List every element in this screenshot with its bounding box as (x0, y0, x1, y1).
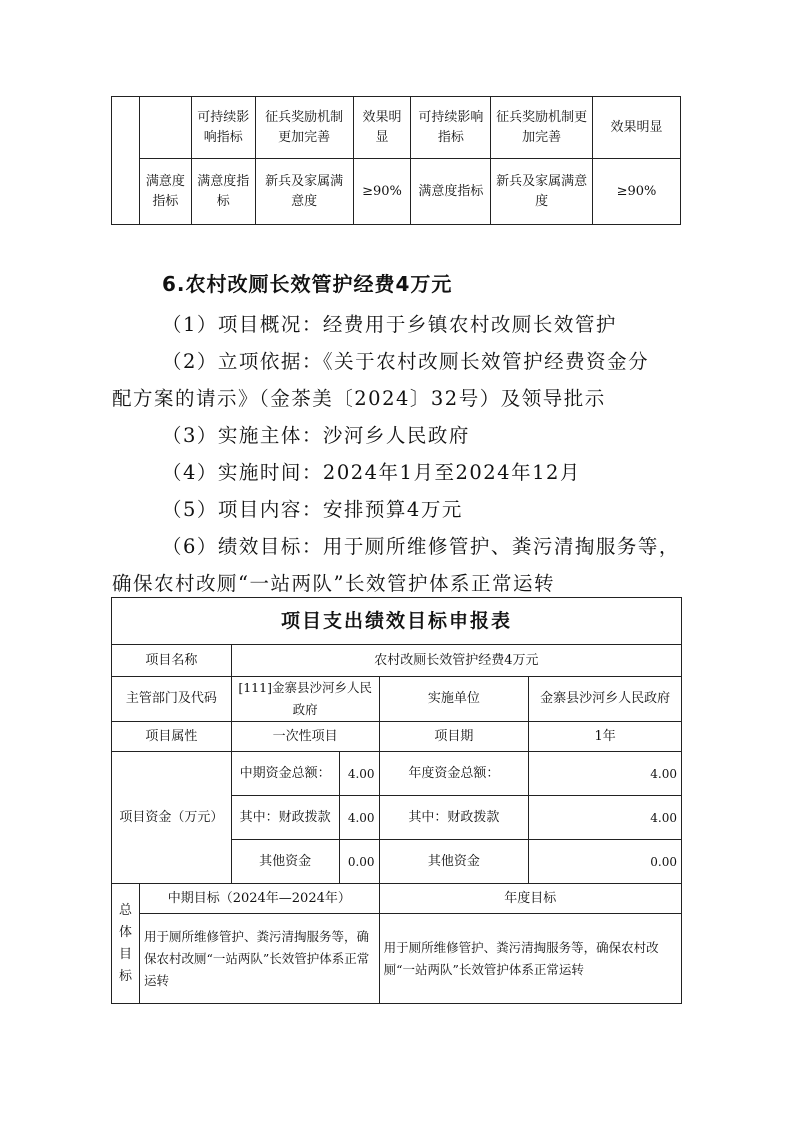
mid-other-label: 其他资金 (231, 840, 339, 884)
indicator-value: ≥90% (353, 159, 411, 225)
form-title: 项目支出绩效目标申报表 (112, 598, 682, 645)
mid-fiscal-value: 4.00 (339, 796, 379, 840)
basis-paragraph: （2）立项依据：《关于农村改厕长效管护经费资金分 (162, 350, 650, 373)
form-title-row (112, 598, 682, 645)
goal-paragraph-cont: 确保农村改厕“一站两队”长效管护体系正常运转 (112, 572, 555, 595)
mid-total-label: 中期资金总额： (231, 752, 339, 796)
table-row (112, 722, 682, 752)
unit-label: 实施单位 (379, 677, 529, 722)
table-row (112, 884, 682, 914)
section-heading: 6.农村改厕长效管护经费4万元 (162, 272, 453, 296)
year-goal-label: 年度目标 (379, 884, 681, 914)
indicator-group: 满意度指标 (139, 159, 191, 225)
table-row (112, 677, 682, 722)
mid-total-value: 4.00 (339, 752, 379, 796)
table-row (112, 97, 681, 159)
indicator-name: 可持续影响指标 (411, 97, 491, 159)
year-other-label: 其他资金 (379, 840, 529, 884)
unit-value: 金寨县沙河乡人民政府 (529, 677, 682, 722)
blank-cell (139, 97, 191, 159)
year-total-value: 4.00 (529, 752, 682, 796)
year-total-label: 年度资金总额： (379, 752, 529, 796)
year-goal-text: 用于厕所维修管护、粪污清掏服务等，确保农村改厕“一站两队”长效管护体系正常运转 (379, 914, 681, 1004)
blank-cell (112, 97, 140, 225)
content-paragraph: （5）项目内容：安排预算4万元 (162, 498, 463, 521)
table-row (112, 914, 682, 1004)
year-other-value: 0.00 (529, 840, 682, 884)
indicator-content: 新兵及家属满意度 (255, 159, 353, 225)
overview-paragraph: （1）项目概况：经费用于乡镇农村改厕长效管护 (162, 313, 617, 336)
mid-goal-label: 中期目标（2024年—2024年） (139, 884, 379, 914)
section-body (112, 306, 687, 602)
goal-label: 总体目标 (112, 884, 140, 1004)
period-label: 项目期 (379, 722, 529, 752)
subject-paragraph: （3）实施主体：沙河乡人民政府 (162, 424, 470, 447)
time-paragraph: （4）实施时间：2024年1月至2024年12月 (162, 461, 581, 484)
indicator-content: 新兵及家属满意度 (491, 159, 593, 225)
project-name-label: 项目名称 (112, 645, 232, 677)
attr-value: 一次性项目 (231, 722, 379, 752)
indicator-name: 满意度指标 (411, 159, 491, 225)
indicator-content: 征兵奖励机制更加完善 (491, 97, 593, 159)
indicator-name: 可持续影响指标 (191, 97, 255, 159)
table-row (112, 752, 682, 796)
funds-label: 项目资金（万元） (112, 752, 232, 884)
dept-label: 主管部门及代码 (112, 677, 232, 722)
goal-paragraph: （6）绩效目标：用于厕所维修管护、粪污清掏服务等， (162, 535, 680, 558)
project-name-value: 农村改厕长效管护经费4万元 (231, 645, 681, 677)
basis-paragraph-cont: 配方案的请示》（金茶美〔2024〕32号）及领导批示 (112, 387, 606, 410)
mid-other-value: 0.00 (339, 840, 379, 884)
indicator-value: ≥90% (593, 159, 681, 225)
table-row (112, 645, 682, 677)
indicator-table (111, 96, 681, 225)
table-row (112, 159, 681, 225)
indicator-name: 满意度指标 (191, 159, 255, 225)
indicator-value: 效果明显 (353, 97, 411, 159)
indicator-value: 效果明显 (593, 97, 681, 159)
year-fiscal-value: 4.00 (529, 796, 682, 840)
mid-fiscal-label: 其中：财政拨款 (231, 796, 339, 840)
indicator-content: 征兵奖励机制更加完善 (255, 97, 353, 159)
year-fiscal-label: 其中：财政拨款 (379, 796, 529, 840)
period-value: 1年 (529, 722, 682, 752)
dept-value: [111]金寨县沙河乡人民政府 (231, 677, 379, 722)
attr-label: 项目属性 (112, 722, 232, 752)
declaration-form (111, 597, 682, 1004)
mid-goal-text: 用于厕所维修管护、粪污清掏服务等，确保农村改厕“一站两队”长效管护体系正常运转 (139, 914, 379, 1004)
